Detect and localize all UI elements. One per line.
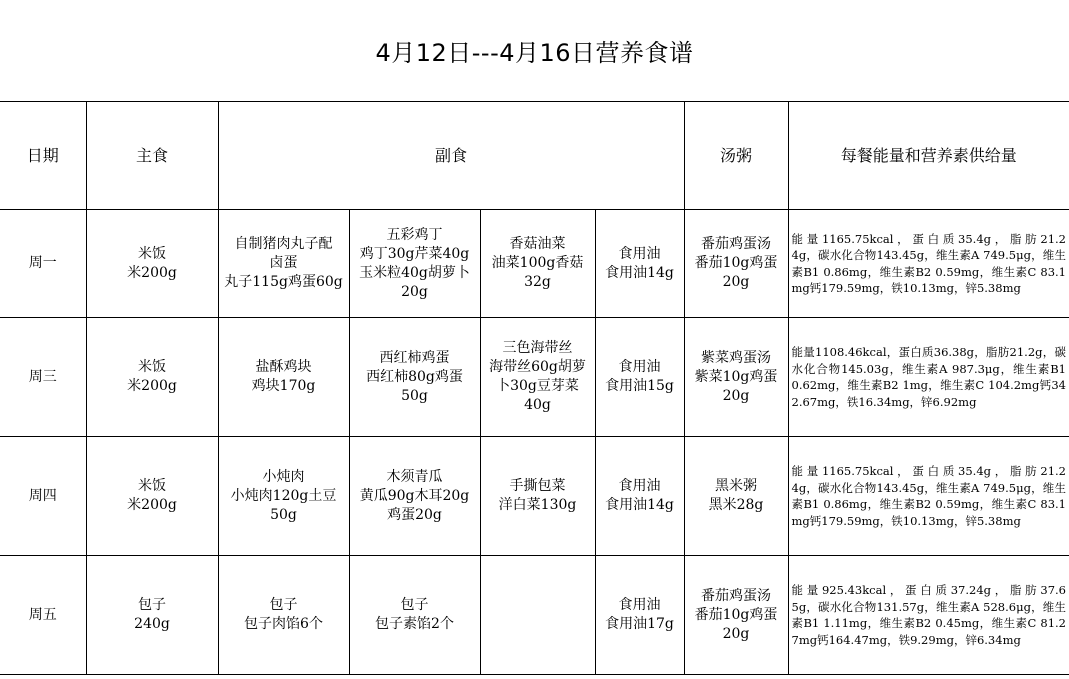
- menu-row: [0, 318, 1069, 437]
- cell-side2: [349, 318, 480, 437]
- cell-text-line: 手撕包菜: [509, 478, 566, 494]
- cell-day: [0, 437, 86, 556]
- cell-oil: [595, 318, 684, 437]
- cell-staple: [86, 437, 218, 556]
- header-nutrition: 每餐能量和营养素供给量: [788, 102, 1069, 210]
- cell-text-line: 食用油: [618, 597, 661, 613]
- cell-text-line: 洋白菜130g: [498, 497, 577, 513]
- cell-text-line: 包子: [269, 597, 298, 613]
- cell-text-line: 食用油: [618, 478, 661, 494]
- cell-text-line: 包子: [138, 597, 166, 613]
- cell-text-line: 米200g: [127, 497, 177, 513]
- cell-text-line: 食用油17g: [605, 616, 674, 632]
- header-date: 日期: [0, 102, 86, 210]
- cell-day: [0, 318, 86, 437]
- cell-text-line: 40g: [524, 397, 551, 413]
- cell-text-line: 20g: [722, 274, 750, 290]
- cell-text-line: 盐酥鸡块: [255, 359, 312, 375]
- cell-side3: [480, 437, 595, 556]
- cell-side3: [480, 210, 595, 318]
- cell-oil: [595, 210, 684, 318]
- cell-nutrition: [788, 318, 1069, 437]
- menu-row: [0, 556, 1069, 675]
- cell-text-line: 五彩鸡丁: [386, 226, 443, 243]
- cell-text-line: 卜30g豆芽菜: [496, 378, 579, 394]
- cell-text-line: 黑米28g: [708, 497, 764, 513]
- cell-text: 能 量 1165.75kcal ， 蛋 白 质 35.4g ， 脂 肪 21.24g，碳水化合物143.45g，维生素A 749.5μg，维生素B1 0.86mg，维生素B2 0.59mg，维生素C 83.1mg钙179.59mg，铁10.13mg，锌5.38mg: [791, 464, 1066, 528]
- cell-staple: [86, 556, 218, 675]
- header-row: [0, 102, 1069, 210]
- cell-side3: [480, 556, 595, 675]
- header-soup: 汤粥: [684, 102, 788, 210]
- cell-text: 周一: [28, 255, 57, 271]
- cell-text-line: 玉米粒40g胡萝卜: [359, 264, 470, 281]
- cell-text-line: 卤蛋: [269, 255, 298, 271]
- cell-text-line: 32g: [524, 274, 551, 290]
- cell-soup: [684, 318, 788, 437]
- cell-oil: [595, 556, 684, 675]
- cell-text: 周五: [28, 606, 57, 623]
- cell-text-line: 食用油14g: [605, 264, 674, 281]
- cell-text-line: 20g: [722, 387, 750, 404]
- cell-text-line: 米200g: [127, 264, 177, 281]
- cell-text-line: 食用油14g: [605, 497, 674, 513]
- cell-text-line: 鸡蛋20g: [387, 506, 442, 523]
- cell-nutrition: [788, 556, 1069, 675]
- cell-text-line: 240g: [134, 616, 170, 632]
- cell-text-line: 番茄10g鸡蛋: [694, 255, 778, 271]
- cell-text-line: 鸡丁30g芹菜40g: [359, 245, 470, 262]
- cell-text-line: 米饭: [138, 245, 166, 262]
- cell-side1: [218, 437, 349, 556]
- cell-text-line: 西红柿鸡蛋: [379, 349, 450, 366]
- menu-row: [0, 437, 1069, 556]
- cell-text-line: 包子素馅2个: [375, 616, 454, 632]
- cell-text-line: 米饭: [138, 359, 166, 375]
- cell-text-line: 三色海带丝: [502, 340, 573, 356]
- header-staple: 主食: [86, 102, 218, 210]
- cell-soup: [684, 556, 788, 675]
- cell-text-line: 食用油: [618, 359, 661, 375]
- cell-side1: [218, 318, 349, 437]
- cell-text-line: 黑米粥: [715, 478, 757, 494]
- cell-text-line: 鸡块170g: [251, 378, 316, 394]
- cell-text: 能 量 1165.75kcal ， 蛋 白 质 35.4g ， 脂 肪 21.24g，碳水化合物143.45g，维生素A 749.5μg，维生素B1 0.86mg，维生素B2 0.59mg，维生素C 83.1mg钙179.59mg，铁10.13mg，锌5.38mg: [791, 231, 1066, 295]
- cell-text: 能量1108.46kcal，蛋白质36.38g，脂肪21.2g，碳水化合物145.03g，维生素A 987.3μg，维生素B1 0.62mg，维生素B2 1mg，维生素C 104.2mg钙342.67mg，铁16.34mg，锌6.92mg: [791, 345, 1066, 409]
- cell-text-line: 20g: [722, 625, 750, 642]
- cell-nutrition: [788, 437, 1069, 556]
- page-title: 4月12日---4月16日营养食谱: [375, 39, 694, 67]
- cell-text-line: 食用油: [618, 245, 661, 262]
- cell-text-line: 番茄10g鸡蛋: [694, 606, 778, 623]
- cell-text-line: 50g: [270, 506, 297, 523]
- cell-side2: [349, 210, 480, 318]
- cell-text-line: 香菇油菜: [509, 236, 566, 252]
- header-side: 副食: [218, 102, 684, 210]
- cell-day: [0, 556, 86, 675]
- cell-text: 周三: [28, 368, 57, 385]
- cell-side1: [218, 210, 349, 318]
- cell-text: 周四: [28, 487, 57, 504]
- cell-side2: [349, 437, 480, 556]
- cell-day: [0, 210, 86, 318]
- cell-text-line: 自制猪肉丸子配: [234, 236, 333, 252]
- menu-table: [0, 101, 1069, 675]
- cell-text-line: 包子: [400, 597, 429, 613]
- cell-text: 能 量 925.43kcal ， 蛋 白 质 37.24g ， 脂 肪 37.65g，碳水化合物131.57g，维生素A 528.6μg，维生素B1 1.11mg，维生素B2 0.45mg，维生素C 81.27mg钙164.47mg，铁9.29mg，锌6.34mg: [791, 583, 1066, 647]
- cell-text-line: 食用油15g: [605, 378, 674, 394]
- cell-nutrition: [788, 210, 1069, 318]
- cell-text-line: 西红柿80g鸡蛋: [366, 368, 463, 385]
- cell-text-line: 紫菜10g鸡蛋: [694, 368, 778, 385]
- cell-text-line: 20g: [401, 283, 428, 300]
- cell-staple: [86, 318, 218, 437]
- cell-text-line: 米200g: [127, 378, 177, 394]
- cell-staple: [86, 210, 218, 318]
- cell-text-line: 番茄鸡蛋汤: [701, 587, 771, 604]
- cell-soup: [684, 437, 788, 556]
- cell-text-line: 50g: [401, 387, 428, 404]
- cell-text-line: 木须青瓜: [386, 468, 443, 485]
- cell-text-line: 黄瓜90g木耳20g: [359, 487, 470, 504]
- cell-text-line: 米饭: [138, 478, 166, 494]
- cell-side2: [349, 556, 480, 675]
- cell-text-line: 丸子115g鸡蛋60g: [224, 274, 343, 290]
- cell-text-line: 包子肉馅6个: [244, 616, 323, 632]
- cell-text-line: 番茄鸡蛋汤: [701, 236, 771, 252]
- cell-text-line: 海带丝60g胡萝: [489, 359, 586, 375]
- cell-text-line: 油菜100g香菇: [491, 255, 584, 271]
- menu-row: [0, 210, 1069, 318]
- cell-soup: [684, 210, 788, 318]
- cell-side3: [480, 318, 595, 437]
- cell-oil: [595, 437, 684, 556]
- cell-text-line: 紫菜鸡蛋汤: [701, 349, 771, 366]
- cell-text-line: 小炖肉: [262, 468, 305, 485]
- cell-text-line: 小炖肉120g土豆: [230, 487, 337, 504]
- cell-side1: [218, 556, 349, 675]
